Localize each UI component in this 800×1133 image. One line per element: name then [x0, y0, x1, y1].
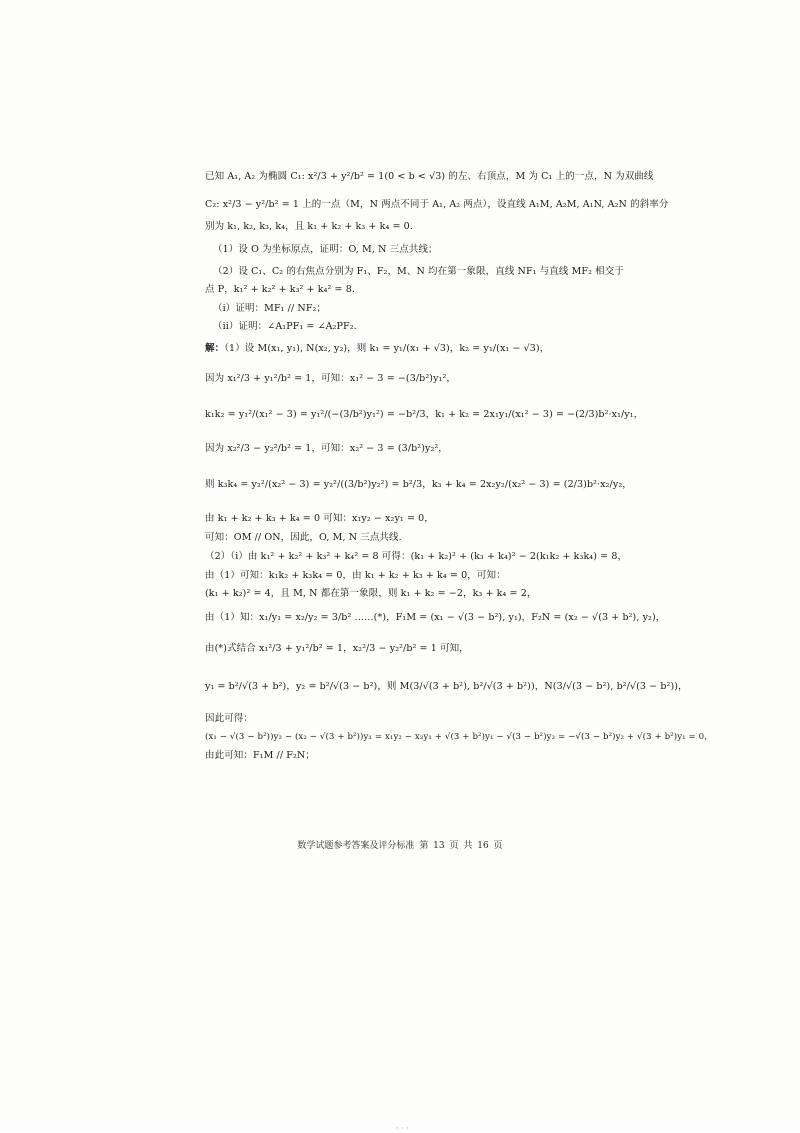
solution-line: 由（1）可知：k₁k₂ + k₃k₄ = 0，由 k₁ + k₂ + k₃ + k₄ = 0，可知：	[205, 570, 506, 581]
solution-line: (x₁ − √(3 − b²))y₂ − (x₂ − √(3 + b²))y₁ = x₁y₂ − x₂y₁ + √(3 + b²)y₁ − √(3 − b²)y₂ = −√(3 − b²)y₂ + √(3 + b²)y₁ = 0，	[205, 732, 713, 742]
problem-line: 点 P，k₁² + k₂² + k₃² + k₄² = 8.	[205, 284, 355, 295]
problem-part-2i: （i）证明：MF₁ // NF₂；	[213, 303, 327, 314]
problem-line: 已知 A₁, A₂ 为椭圆 C₁: x²/3 + y²/b² = 1(0 < b < √3) 的左、右顶点，M 为 C₁ 上的一点，N 为双曲线	[205, 171, 654, 182]
footer-title: 数学试题参考答案及评分标准	[297, 841, 415, 851]
solution-line: （2）（i）由 k₁² + k₂² + k₃² + k₄² = 8 可得：(k₁ + k₂)² + (k₃ + k₄)² − 2(k₁k₂ + k₃k₄) = 8，	[205, 551, 628, 562]
problem-part-1: （1）设 O 为坐标原点，证明：O, M, N 三点共线；	[213, 244, 438, 255]
solution-line: 由 k₁ + k₂ + k₃ + k₄ = 0 可知：x₁y₂ − x₂y₁ = 0，	[205, 513, 434, 524]
solution-line: 因为 x₂²/3 − y₂²/b² = 1，可知：x₂² − 3 = (3/b²)y₂²，	[205, 443, 448, 454]
solution-line: y₁ = b²/√(3 + b²)，y₂ = b²/√(3 − b²)，则 M(3/√(3 + b²), b²/√(3 + b²))，N(3/√(3 − b²), b²/√(3 − b²))，	[205, 681, 688, 692]
solution-line: 因为 x₁²/3 + y₁²/b² = 1，可知：x₁² − 3 = −(3/b²)y₁²，	[205, 373, 456, 384]
solution-line: 则 k₃k₄ = y₂²/(x₂² − 3) = y₂²/((3/b²)y₂²) = b²/3，k₃ + k₄ = 2x₂y₂/(x₂² − 3) = (2/3)b²·x₂/y₂，	[205, 479, 632, 490]
solution-line: 由(*)式结合 x₁²/3 + y₁²/b² = 1，x₂²/3 − y₂²/b² = 1 可知，	[205, 643, 469, 654]
solution-line: k₁k₂ = y₁²/(x₁² − 3) = y₁²/(−(3/b²)y₁²) = −b²/3，k₁ + k₂ = 2x₁y₁/(x₁² − 3) = −(2/3)b²·x₁/y₁，	[205, 409, 644, 420]
problem-part-2ii: （ii）证明：∠A₁PF₁ = ∠A₂PF₂.	[213, 321, 357, 332]
solution-line: 可知：OM // ON，因此，O, M, N 三点共线.	[205, 532, 402, 543]
scan-speck: · · ·	[396, 1124, 409, 1133]
solution-line: 因此可得：	[205, 713, 254, 724]
page-footer	[0, 838, 800, 851]
solution-line: 由此可知：F₁M // F₂N；	[205, 750, 315, 761]
problem-line: C₂: x²/3 − y²/b² = 1 上的一点（M，N 两点不同于 A₁, A₂ 两点），设直线 A₁M, A₂M, A₁N, A₂N 的斜率分	[205, 199, 669, 210]
solution-line: (k₁ + k₂)² = 4，且 M, N 都在第一象限，则 k₁ + k₂ = −2，k₃ + k₄ = 2，	[205, 588, 537, 599]
solution-text: （1）设 M(x₁, y₁), N(x₂, y₂)，则 k₁ = y₁/(x₁ + √3)，k₂ = y₁/(x₁ − √3)，	[224, 343, 550, 354]
solution-label: 解：	[205, 343, 225, 354]
problem-part-2: （2）设 C₁、C₂ 的右焦点分别为 F₁、F₂，M、N 均在第一象限，直线 NF₁ 与直线 MF₂ 相交于	[213, 266, 624, 277]
footer-page-total: 共 16 页	[463, 841, 503, 851]
solution-line: 由（1）知：x₁/y₁ = x₂/y₂ = 3/b² ……(*)，F₁M = (x₁ − √(3 − b²), y₁)，F₂N = (x₂ − √(3 + b²), y₂)，	[205, 612, 666, 623]
footer-page-current: 第 13 页	[419, 841, 459, 851]
solution-first-line	[205, 342, 549, 356]
problem-line: 别为 k₁, k₂, k₃, k₄，且 k₁ + k₂ + k₃ + k₄ = 0.	[205, 221, 413, 232]
